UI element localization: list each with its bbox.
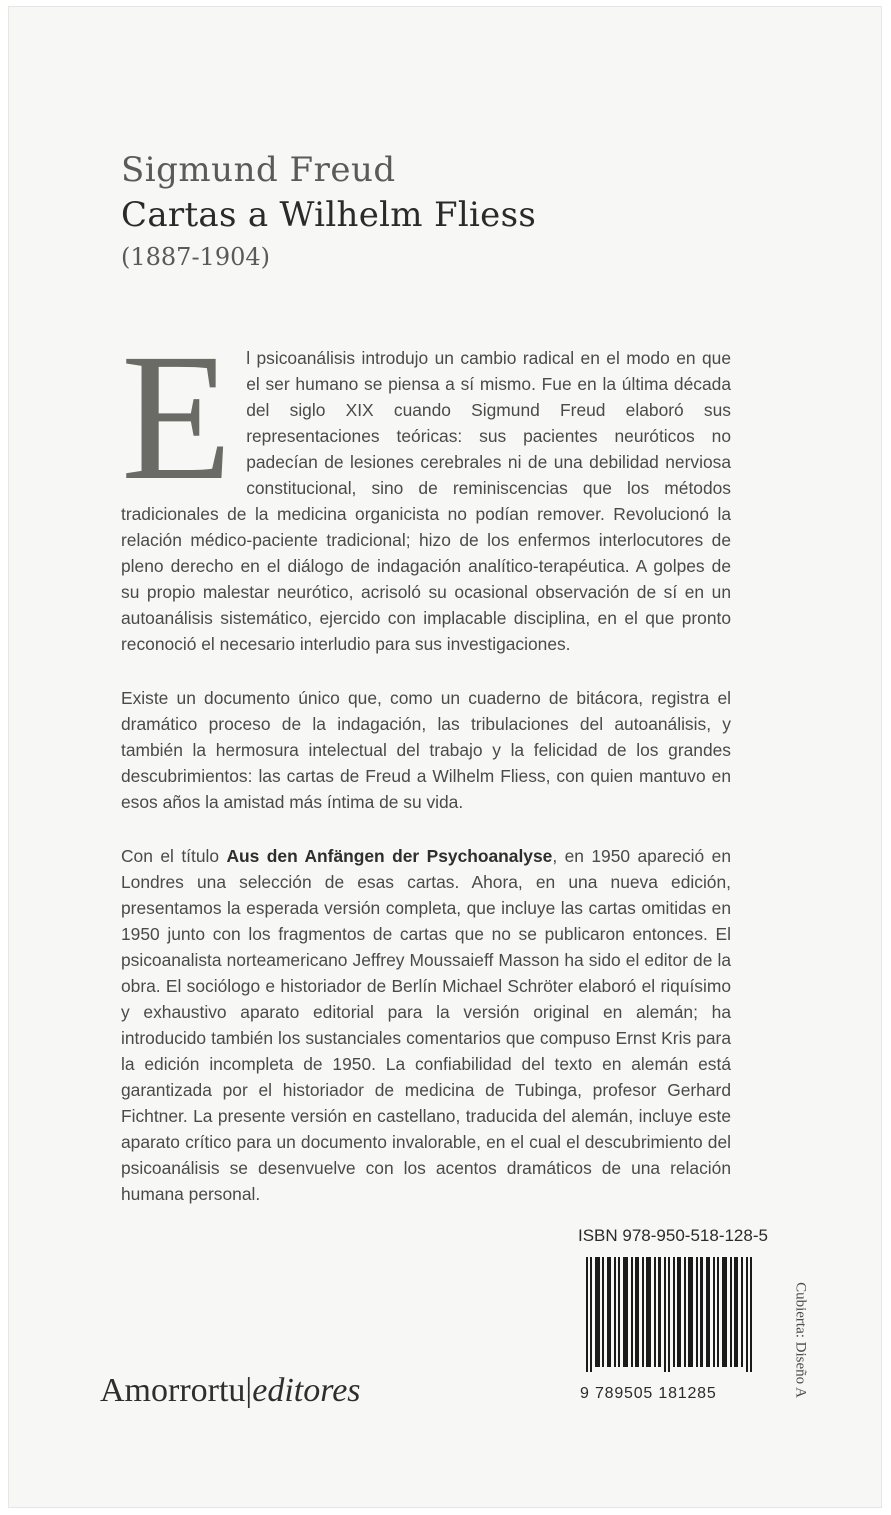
blurb-paragraph-1 [121,317,731,657]
blurb-paragraph-2: Existe un documento único que, como un cuaderno de bitácora, registra el dramático proceso de la indagación, las tribulaciones del autoanálisis, y también la hermosura intelectual del trabajo y la felicidad de los grandes descubrimientos: las cartas de Freud a Wilhelm Fliess, con quien mantuvo en esos años la amistad más íntima de su vida. [121,688,731,812]
blurb-paragraph-1-text: l psicoanálisis introdujo un cambio radical en el modo en que el ser humano se piensa a sí mismo. Fue en la última década del siglo XIX cuando Sigmund Freud elaboró sus representaciones teóricas: sus pacientes neuróticos no padecían de lesiones cerebrales ni de una debilidad nerviosa constitucional, sino de reminiscencias que los métodos tradicionales de la medicina organicista no podían remover. Revolucionó la relación médico-paciente tradicional; hizo de los enfermos interlocutores de pleno derecho en el diálogo de indagación analítico-terapéutica. A golpes de su propio malestar neurótico, acrisoló su ocasional observación de sí en un autoanálisis sistemático, ejercido con implacable disciplina, en el que pronto reconoció el necesario interludio para sus investigaciones. [121,348,731,654]
barcode-image [586,1257,756,1372]
author-name: Sigmund Freud [121,150,396,190]
publisher-name: Amorrortu [100,1372,246,1409]
book-title: Cartas a Wilhelm Fliess [121,195,537,235]
publisher-separator: | [245,1372,253,1409]
blurb-paragraph-3-text: , en 1950 apareció en Londres una selección de esas cartas. Ahora, en una nueva edición, presentamos la esperada versión completa, que incluye las cartas omitidas en 1950 junto con los fragmentos de cartas que no se publicaron entonces. El psicoanalista norteamericano Jeffrey Moussaieff Masson ha sido el editor de la obra. El sociólogo e historiador de Berlín Michael Schröter elaboró el riquísimo y exhaustivo aparato editorial para la versión original en alemán; ha introducido también los sustanciales comentarios que compuso Ernst Kris para la edición incompleta de 1950. La confiabilidad del texto en alemán está garantizada por el historiador de medicina de Tubinga, profesor Gerhard Fichtner. La presente versión en castellano, traducida del alemán, incluye este aparato crítico para un documento invalorable, en el cual el descubrimiento del psicoanálisis se desenvuelve con los acentos dramáticos de una relación humana personal. [121,846,732,1204]
blurb-text [121,317,732,1235]
publisher-suffix: editores [252,1372,361,1409]
book-dates: (1887-1904) [121,243,270,271]
blurb-paragraph-3 [121,843,731,1207]
publisher-logo [100,1372,361,1410]
barcode-digits: 9 789505 181285 [580,1385,717,1402]
side-credit-text: Cubierta: Diseño A [792,1282,809,1398]
isbn-label: ISBN 978-950-518-128-5 [578,1226,768,1245]
original-title: Aus den Anfängen der Psychoanalyse [226,846,553,866]
side-credit [788,1265,812,1415]
drop-cap-letter: E [121,317,233,518]
blurb-paragraph-3-lead: Con el título [121,846,227,866]
